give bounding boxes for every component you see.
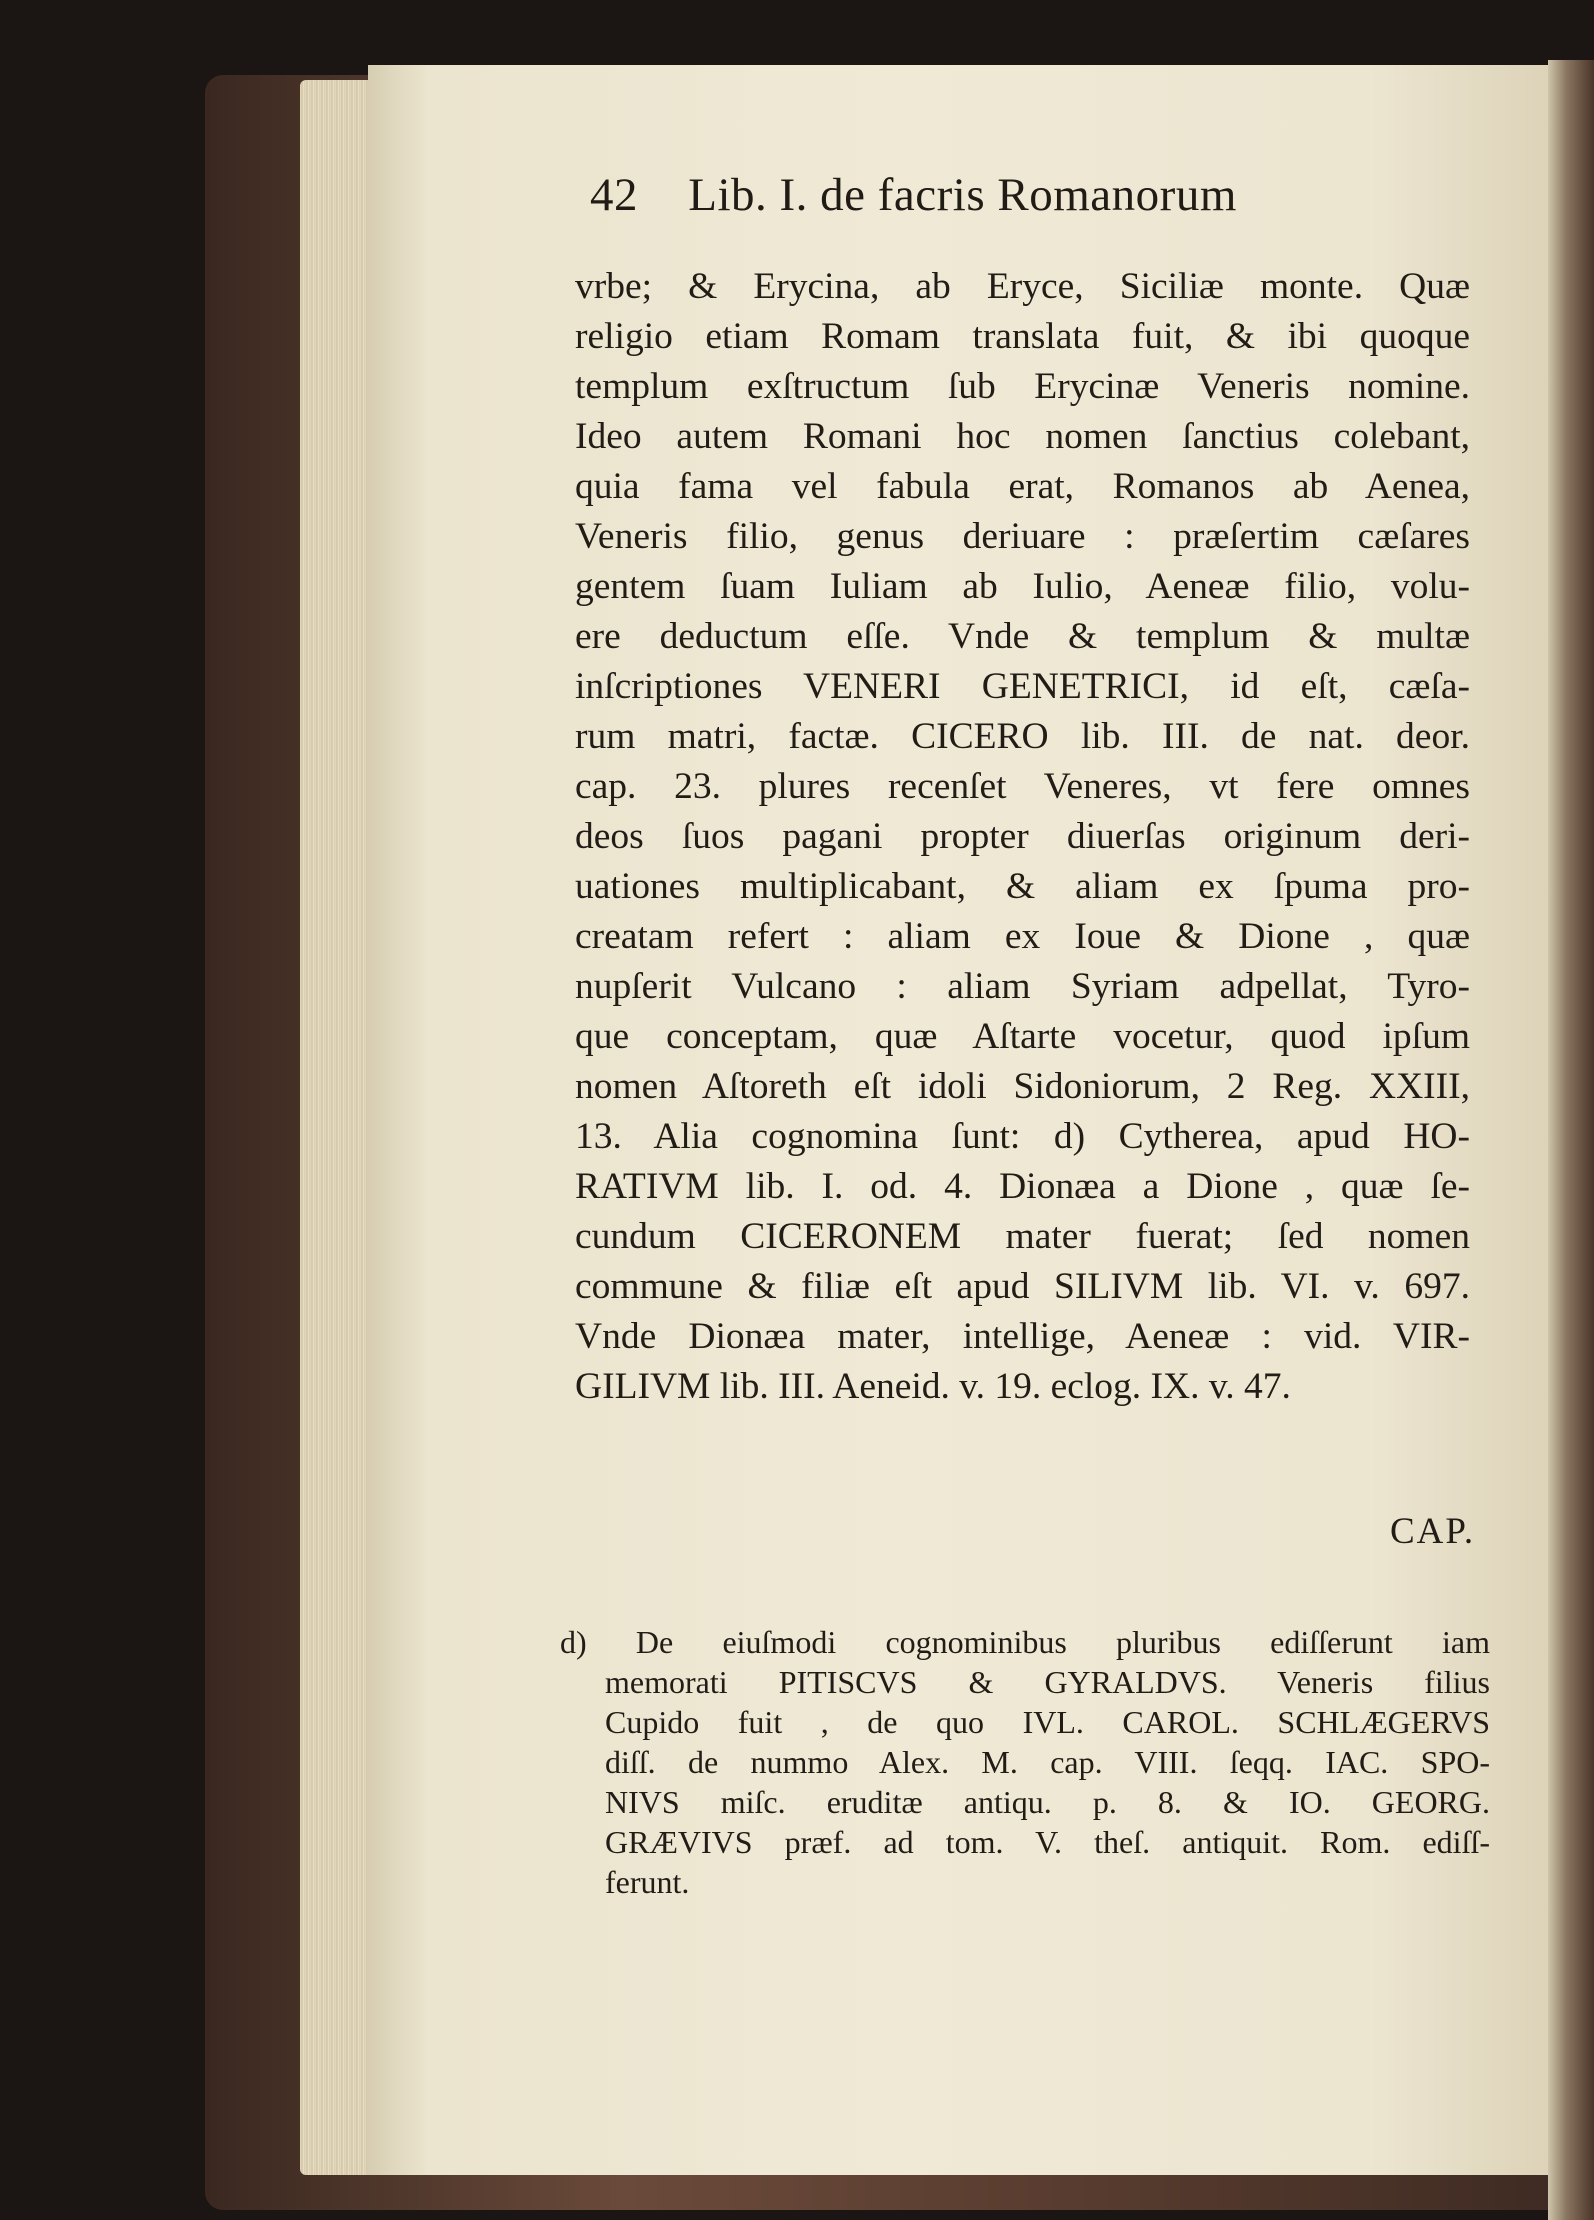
footnote-line: d) De eiuſmodi cognominibus pluribus ediſſerunt iam bbox=[560, 1624, 1490, 1660]
body-line: uationes multiplicabant, & aliam ex ſpuma pro- bbox=[575, 866, 1470, 907]
body-line: religio etiam Romam translata fuit, & ibi quoque bbox=[575, 316, 1470, 357]
footnote-line: diſſ. de nummo Alex. M. cap. VIII. ſeqq. IAC. SPO- bbox=[605, 1744, 1490, 1780]
running-head bbox=[590, 168, 1420, 222]
body-line: ere deductum eſſe. Vnde & templum & multæ bbox=[575, 616, 1470, 657]
body-line: creatam refert : aliam ex Ioue & Dione , quæ bbox=[575, 916, 1470, 957]
footnote bbox=[560, 1622, 1490, 1902]
body-line: 13. Alia cognomina ſunt: d) Cytherea, apud HO- bbox=[575, 1116, 1470, 1157]
footnote-line: Cupido fuit , de quo IVL. CAROL. SCHLÆGERVS bbox=[605, 1704, 1490, 1740]
body-line: Ideo autem Romani hoc nomen ſanctius colebant, bbox=[575, 416, 1470, 457]
page-number: 42 bbox=[590, 169, 638, 221]
catchword: CAP. bbox=[1390, 1511, 1476, 1552]
body-text bbox=[575, 262, 1470, 1412]
body-line: cundum CICERONEM mater fuerat; ſed nomen bbox=[575, 1216, 1470, 1257]
body-line: nomen Aſtoreth eſt idoli Sidoniorum, 2 Reg. XXIII, bbox=[575, 1066, 1470, 1107]
body-line: gentem ſuam Iuliam ab Iulio, Aeneæ filio, volu- bbox=[575, 566, 1470, 607]
body-line: quia fama vel fabula erat, Romanos ab Aenea, bbox=[575, 466, 1470, 507]
body-line: rum matri, factæ. CICERO lib. III. de nat. deor. bbox=[575, 716, 1470, 757]
body-line: deos ſuos pagani propter diuerſas originum deri- bbox=[575, 816, 1470, 857]
body-line: inſcriptiones VENERI GENETRICI, id eſt, cæſa- bbox=[575, 666, 1470, 707]
body-line: commune & filiæ eſt apud SILIVM lib. VI. v. 697. bbox=[575, 1266, 1470, 1307]
body-line: GILIVM lib. III. Aeneid. v. 19. eclog. IX. v. 47. bbox=[575, 1366, 1291, 1407]
body-line: Vnde Dionæa mater, intellige, Aeneæ : vid. VIR- bbox=[575, 1316, 1470, 1357]
body-line: vrbe; & Erycina, ab Eryce, Siciliæ monte. Quæ bbox=[575, 266, 1470, 307]
running-title: Lib. I. de facris Romanorum bbox=[688, 169, 1237, 221]
footnote-line: memorati PITISCVS & GYRALDVS. Veneris filius bbox=[605, 1664, 1490, 1700]
body-line: nupſerit Vulcano : aliam Syriam adpellat, Tyro- bbox=[575, 966, 1470, 1007]
facing-page-edge bbox=[1548, 60, 1594, 2220]
body-line: RATIVM lib. I. od. 4. Dionæa a Dione , quæ ſe- bbox=[575, 1166, 1470, 1207]
body-line: Veneris filio, genus deriuare : præſertim cæſares bbox=[575, 516, 1470, 557]
footnote-line: NIVS miſc. eruditæ antiqu. p. 8. & IO. GEORG. bbox=[605, 1784, 1490, 1820]
page-edges bbox=[300, 80, 370, 2175]
body-line: templum exſtructum ſub Erycinæ Veneris nomine. bbox=[575, 366, 1470, 407]
footnote-line: ferunt. bbox=[605, 1864, 690, 1900]
footnote-line: GRÆVIVS præf. ad tom. V. theſ. antiquit. Rom. ediſſ- bbox=[605, 1824, 1490, 1860]
body-line: que conceptam, quæ Aſtarte vocetur, quod ipſum bbox=[575, 1016, 1470, 1057]
body-line: cap. 23. plures recenſet Veneres, vt fere omnes bbox=[575, 766, 1470, 807]
